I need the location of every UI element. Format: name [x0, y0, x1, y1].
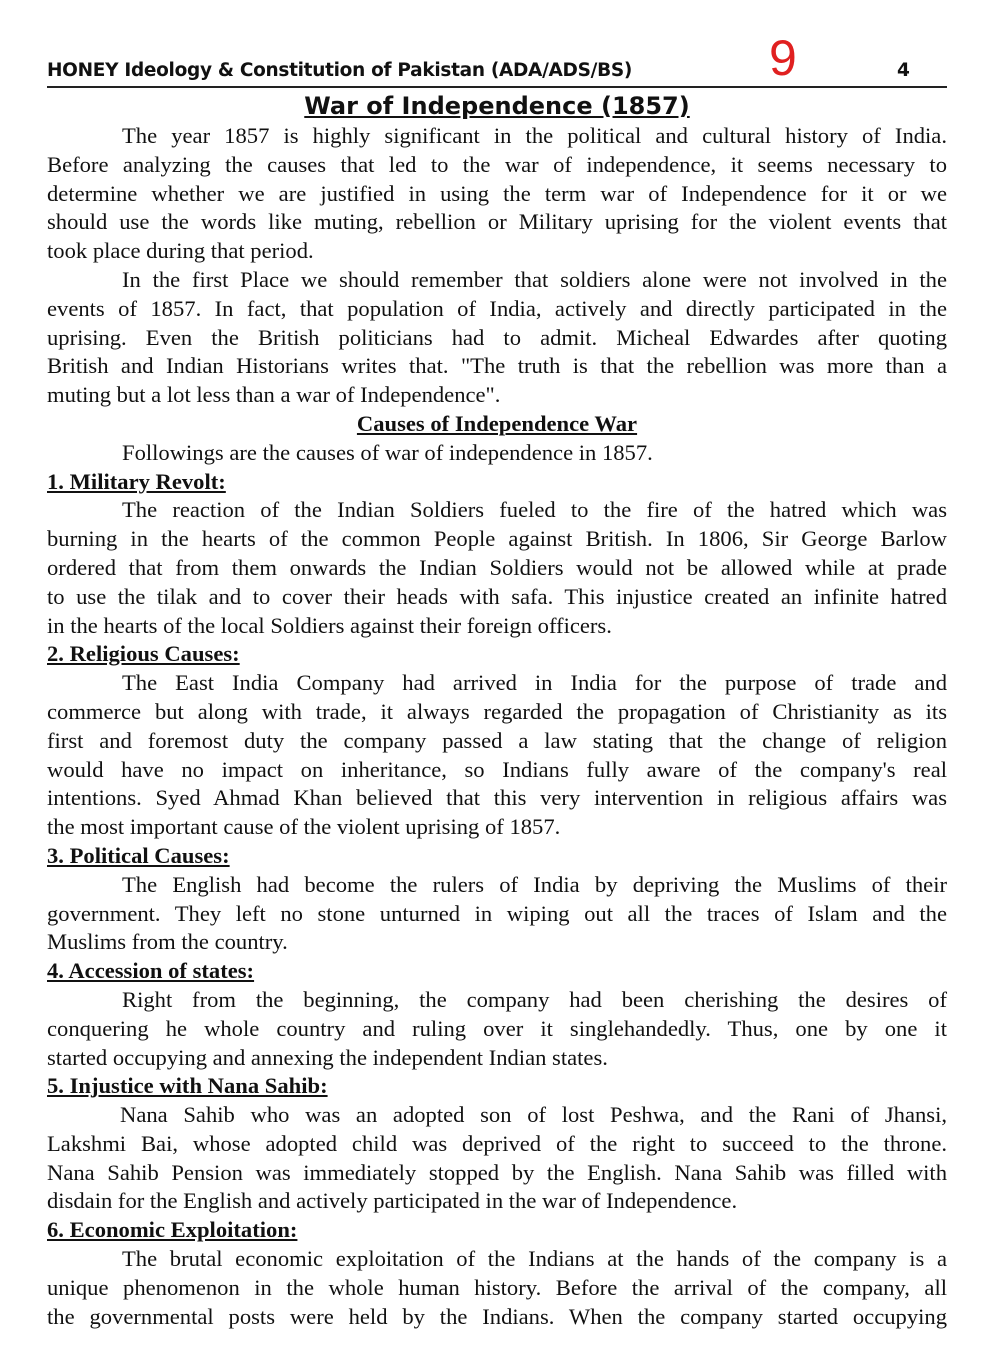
- text-line: conquering he whole country and ruling over it singlehandedly. Thus, one by one it: [47, 1015, 947, 1041]
- section-heading: 6. Economic Exploitation:: [47, 1217, 298, 1243]
- paragraph: [47, 1101, 947, 1216]
- paragraph: [47, 439, 947, 468]
- paragraph: [47, 871, 947, 957]
- text-line: disdain for the English and actively participated in the war of Independence.: [47, 1188, 738, 1214]
- section-heading: 2. Religious Causes:: [47, 641, 240, 667]
- paragraph: [47, 1245, 947, 1331]
- text-line: to use the tilak and to cover their heads with safa. This injustice created an infinite hatred: [47, 583, 947, 609]
- page-header: [47, 30, 947, 88]
- text-line: Before analyzing the causes that led to the war of independence, it seems necessary to: [47, 151, 947, 177]
- text-line: ordered that from them onwards the Indian Soldiers would not be allowed while at prade: [47, 554, 947, 580]
- text-line: unique phenomenon in the whole human history. Before the arrival of the company, all: [47, 1274, 947, 1300]
- text-line: The English had become the rulers of India by depriving the Muslims of their: [122, 871, 947, 897]
- page-number: 4: [897, 60, 910, 81]
- section-subtitle: Causes of Independence War: [356, 410, 638, 436]
- text-line: the most important cause of the violent uprising of 1857.: [47, 814, 561, 840]
- text-line: The East India Company had arrived in India for the purpose of trade and: [122, 670, 947, 696]
- document-title-text: War of Independence (1857): [304, 92, 690, 120]
- text-line: would have no impact on inheritance, so Indians fully aware of the company's real: [47, 756, 947, 782]
- text-line: the governmental posts were held by the Indians. When the company started occupying: [47, 1303, 947, 1329]
- text-line: first and foremost duty the company passed a law stating that the change of religion: [47, 727, 947, 753]
- text-line: The year 1857 is highly significant in the political and cultural history of India.: [122, 123, 947, 148]
- text-line: Lakshmi Bai, whose adopted child was deprived of the right to succeed to the throne.: [47, 1130, 947, 1156]
- text-line: The reaction of the Indian Soldiers fueled to the fire of the hatred which was: [122, 497, 947, 523]
- text-line: British and Indian Historians writes that. "The truth is that the rebellion was more than a: [47, 353, 947, 379]
- document-body: [47, 122, 947, 1331]
- document-title: [47, 90, 947, 122]
- section-heading: 4. Accession of states:: [47, 958, 255, 984]
- paragraph: [47, 266, 947, 410]
- text-line: Right from the beginning, the company had been cherishing the desires of: [122, 986, 947, 1012]
- text-line: started occupying and annexing the independent Indian states.: [47, 1044, 608, 1070]
- text-line: in the hearts of the local Soldiers against their foreign officers.: [47, 612, 612, 638]
- text-line: should use the words like muting, rebellion or Military uprising for the violent events that: [47, 209, 947, 235]
- text-line: intentions. Syed Ahmad Khan believed that this very intervention in religious affairs was: [47, 785, 947, 811]
- paragraph: [47, 122, 947, 266]
- paragraph: [47, 986, 947, 1072]
- header-title: HONEY Ideology & Constitution of Pakistan (ADA/ADS/BS): [47, 60, 633, 81]
- text-line: took place during that period.: [47, 238, 314, 264]
- text-line: government. They left no stone unturned in wiping out all the traces of Islam and the: [47, 900, 947, 926]
- paragraph: [47, 669, 947, 842]
- text-line: Muslims from the country.: [47, 929, 288, 955]
- text-line: uprising. Even the British politicians had to admit. Micheal Edwardes after quoting: [47, 324, 947, 350]
- text-line: The brutal economic exploitation of the Indians at the hands of the company is a: [122, 1246, 947, 1272]
- text-line: Followings are the causes of war of independence in 1857.: [122, 439, 653, 465]
- section-heading: 1. Military Revolt:: [47, 468, 226, 494]
- text-line: burning in the hearts of the common People against British. In 1806, Sir George Barlow: [47, 526, 947, 552]
- text-line: muting but a lot less than a war of Independence".: [47, 382, 501, 408]
- text-line: In the first Place we should remember that soldiers alone were not involved in the: [122, 266, 947, 292]
- text-line: determine whether we are justified in using the term war of Independence for it or we: [47, 180, 947, 206]
- handwritten-page-mark: 9: [769, 30, 797, 86]
- text-line: Nana Sahib Pension was immediately stopped by the English. Nana Sahib was filled with: [47, 1159, 947, 1185]
- paragraph: [47, 496, 947, 640]
- section-heading: 3. Political Causes:: [47, 842, 230, 868]
- section-heading: 5. Injustice with Nana Sahib:: [47, 1073, 328, 1099]
- text-line: Nana Sahib who was an adopted son of lost Peshwa, and the Rani of Jhansi,: [120, 1102, 947, 1128]
- text-line: events of 1857. In fact, that population of India, actively and directly participated in the: [47, 295, 947, 321]
- text-line: commerce but along with trade, it always regarded the propagation of Christianity as its: [47, 698, 947, 724]
